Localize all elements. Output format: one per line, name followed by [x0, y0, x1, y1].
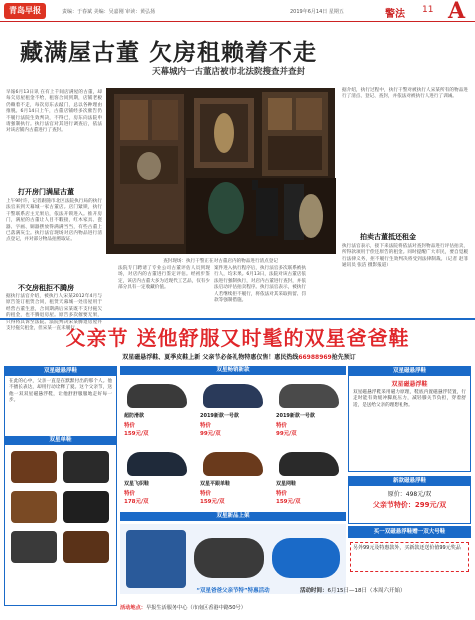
ad-subtitle-text: 双星磁悬浮鞋、夏季皮鞋上新 父亲节必备礼物特惠仅售！惠民热线 — [122, 354, 299, 361]
shoe-image — [203, 452, 263, 476]
product-name: 双星平跟单鞋 — [200, 481, 231, 487]
shoe-image — [279, 384, 339, 408]
ad-subtitle — [14, 352, 464, 362]
special-price: 父亲节特价：299元/双 — [372, 501, 447, 509]
newspaper-logo: 青岛早报 — [4, 3, 46, 19]
new-shoe-offer — [348, 476, 471, 524]
ad-band: 双星磁悬浮鞋 — [349, 367, 470, 376]
issue-date: 2019年6月14日 星期五 — [290, 9, 344, 15]
product-card[interactable] — [272, 446, 346, 506]
article-paragraph: 据介绍，执行过程中，执行干警对被执行人宋某所有的物品进行了清点、登记、查封，并依法对被执行人进行了训诫。 — [342, 88, 468, 100]
article-subheading: 不交房租拒不腾房 — [18, 284, 74, 292]
article-paragraph: 据执行法官介绍，被执行人宋某2012年4月与原告签订租赁合同，租赁天幕城一处房屋用于经营古董生意，合同期满后宋某既不支付拖欠的租金，也不腾退房屋。原告多次催要无果，只得将其诉至法院。法院判决宋某腾退房屋并支付拖欠租金，但宋某一直未履行。 — [6, 294, 102, 332]
product-card[interactable] — [196, 446, 270, 506]
section-name: 警法 — [385, 9, 405, 20]
event-time — [300, 586, 406, 594]
article-paragraph: 早報6月13日讯 在有上千间店满屋的古董，却每欠房屋租金不给，租客合同到期，店铺老板仍赖着不走，每次房东去敲门，总以各种理由推脱。6月14日上午，古董店铺经多次催告仍不履行法院生效判决，不得已，房东向法院申请强制执行。执行法官对其进行调查后，依法对该店铺内古董进行了查封。 — [6, 90, 102, 134]
ad-right-title: 双星磁悬浮鞋 — [391, 381, 428, 388]
product-grid — [120, 366, 346, 601]
ad-band: 双星单鞋 — [5, 436, 116, 445]
product-price: 178元/双 — [124, 499, 149, 505]
buy-one-get-one-banner: 买一双磁悬浮鞋赠一双大号鞋 — [348, 526, 471, 538]
product-tag: 特价 — [200, 423, 212, 429]
product-card[interactable] — [120, 446, 194, 506]
ad-band: 双星磁悬浮鞋 — [5, 367, 116, 376]
event-venue — [120, 604, 472, 618]
event-venue-value: 早报生活服务中心（市南区香港中路50号） — [145, 605, 246, 611]
product-price: 99元/双 — [276, 431, 297, 437]
photo-caption: 查封现场：执行干警正在对古董店内的物品进行清点登记 — [163, 259, 278, 264]
page-letter: A — [448, 0, 466, 24]
product-price: 159元/双 — [276, 499, 301, 505]
article-headline: 藏满屋古董 欠房租赖着不走 — [20, 40, 318, 66]
product-name: 2019新款一号款 — [200, 413, 239, 419]
ad-left-panel — [4, 366, 117, 606]
antique-shop-photo — [106, 88, 335, 254]
original-price: 原价：498元/双 — [387, 491, 432, 498]
shoe-image — [279, 452, 339, 476]
product-tag: 特价 — [276, 423, 288, 429]
article-paragraph: 上午9时许，记者跟随市北区法院执行局的执行法官来到天幕城一家古董店。店门紧锁，执行干警联系店主无果后，依法开锁进入。推开房门，满屋的古董让人目不暇接，红木家具、瓷器、字画、铜器摆放得满满当当，有些古董上已落满灰尘。执行法官现场对店内物品进行清点登记，并对部分物品拍照取证。 — [6, 199, 102, 243]
ad-title: 父亲节 送他舒服又时髦的双星爸爸鞋 — [65, 326, 410, 350]
product-name: 双星飞织鞋 — [124, 481, 150, 487]
ad-right-text: 双星磁悬浮鞋采用磁力原理，鞋底内置磁悬浮装置，行走时能有效缓冲脚底压力，减轻膝关节负担，穿着舒适，是送给父亲的理想礼物。 — [353, 390, 466, 408]
ad-band: 双星新品上架 — [120, 512, 346, 521]
ad-shoe-grid — [5, 445, 116, 605]
product-card[interactable] — [272, 378, 346, 438]
article-paragraph: 案件进入执行程序后，执行法官多次联系被执行人，均未果。6月13日，法院对该古董店依法进行强制执行，对店内古董进行查封，并依法启动评估拍卖程序。执行法官表示，被执行人若继续拒不履行，将依法对其采取拘留、罚款等强制措施。 — [214, 266, 306, 304]
shoe-image — [203, 384, 263, 408]
photo-illustration — [106, 88, 335, 254]
ad-band: 新款磁悬浮鞋 — [349, 477, 470, 486]
product-price: 159元/双 — [200, 499, 225, 505]
article-subhead: 天幕城内一古董店被市北法院搜查并查封 — [152, 67, 306, 77]
ad-promo-image — [120, 524, 346, 594]
product-card[interactable] — [120, 378, 194, 438]
product-name: 2019新款一号款 — [276, 413, 315, 419]
product-name: 双星网鞋 — [276, 481, 297, 487]
ad-band: 双星畅销新款 — [120, 366, 346, 375]
shoe-image — [127, 452, 187, 476]
ad-subtitle-cta: 抢先预订 — [331, 354, 356, 361]
product-price: 159元/双 — [124, 431, 149, 437]
page-number: 11 — [422, 5, 434, 15]
event-time-value: 6月15日—18日（本周六开始） — [327, 588, 406, 594]
article-paragraph: 法院专门聘请了专业公司古董评估人员到现场，对店内的古董进行鉴定评估。经初步鉴定，该店内古董大多为近现代工艺品，仅有少部分具有一定收藏价值。 — [118, 266, 210, 291]
handwritten-note: 另外99元及特惠款外，买新款还送价值99元奖品 — [350, 542, 469, 572]
ad-left-text: 在此的心中，父亲一直是在默默付出的那个人。他不擅长表达，却用行动诠释了爱。这个父亲节，送他一双双星磁悬浮鞋，让他舒舒服服地走好每一步。 — [9, 379, 112, 404]
product-tag: 特价 — [124, 491, 136, 497]
product-price: 99元/双 — [200, 431, 221, 437]
product-tag: 特价 — [276, 491, 288, 497]
article-paragraph: 执行法官表示，接下来法院将依法对查封物品进行评估拍卖，所得款项用于偿还原告的租金。同时提醒广大市民，要自觉履行法律义务，拒不履行生效判决将受到法律制裁。（记者 赵菲 通讯员 张洁 摄影报道） — [342, 244, 468, 269]
event-slogan: “双星爸爸父亲节特”特惠活动 — [196, 588, 270, 594]
article-subheading: 拍卖古董抵还租金 — [360, 233, 416, 241]
ad-hotline: 66988969 — [298, 354, 332, 361]
editor-info: 责编：于春斌 美编：吴嘉刚 审读：黄弘扬 — [62, 9, 156, 15]
event-time-label: 活动时间： — [300, 588, 328, 594]
product-card[interactable] — [196, 378, 270, 438]
product-tag: 特价 — [124, 423, 136, 429]
product-name: 超防滑款 — [124, 413, 145, 419]
product-tag: 特价 — [200, 491, 212, 497]
article-subheading: 打开房门满屋古董 — [18, 188, 74, 196]
ad-right-panel — [348, 366, 471, 472]
event-venue-label: 活动地点： — [120, 605, 146, 611]
shoe-image — [127, 384, 187, 408]
